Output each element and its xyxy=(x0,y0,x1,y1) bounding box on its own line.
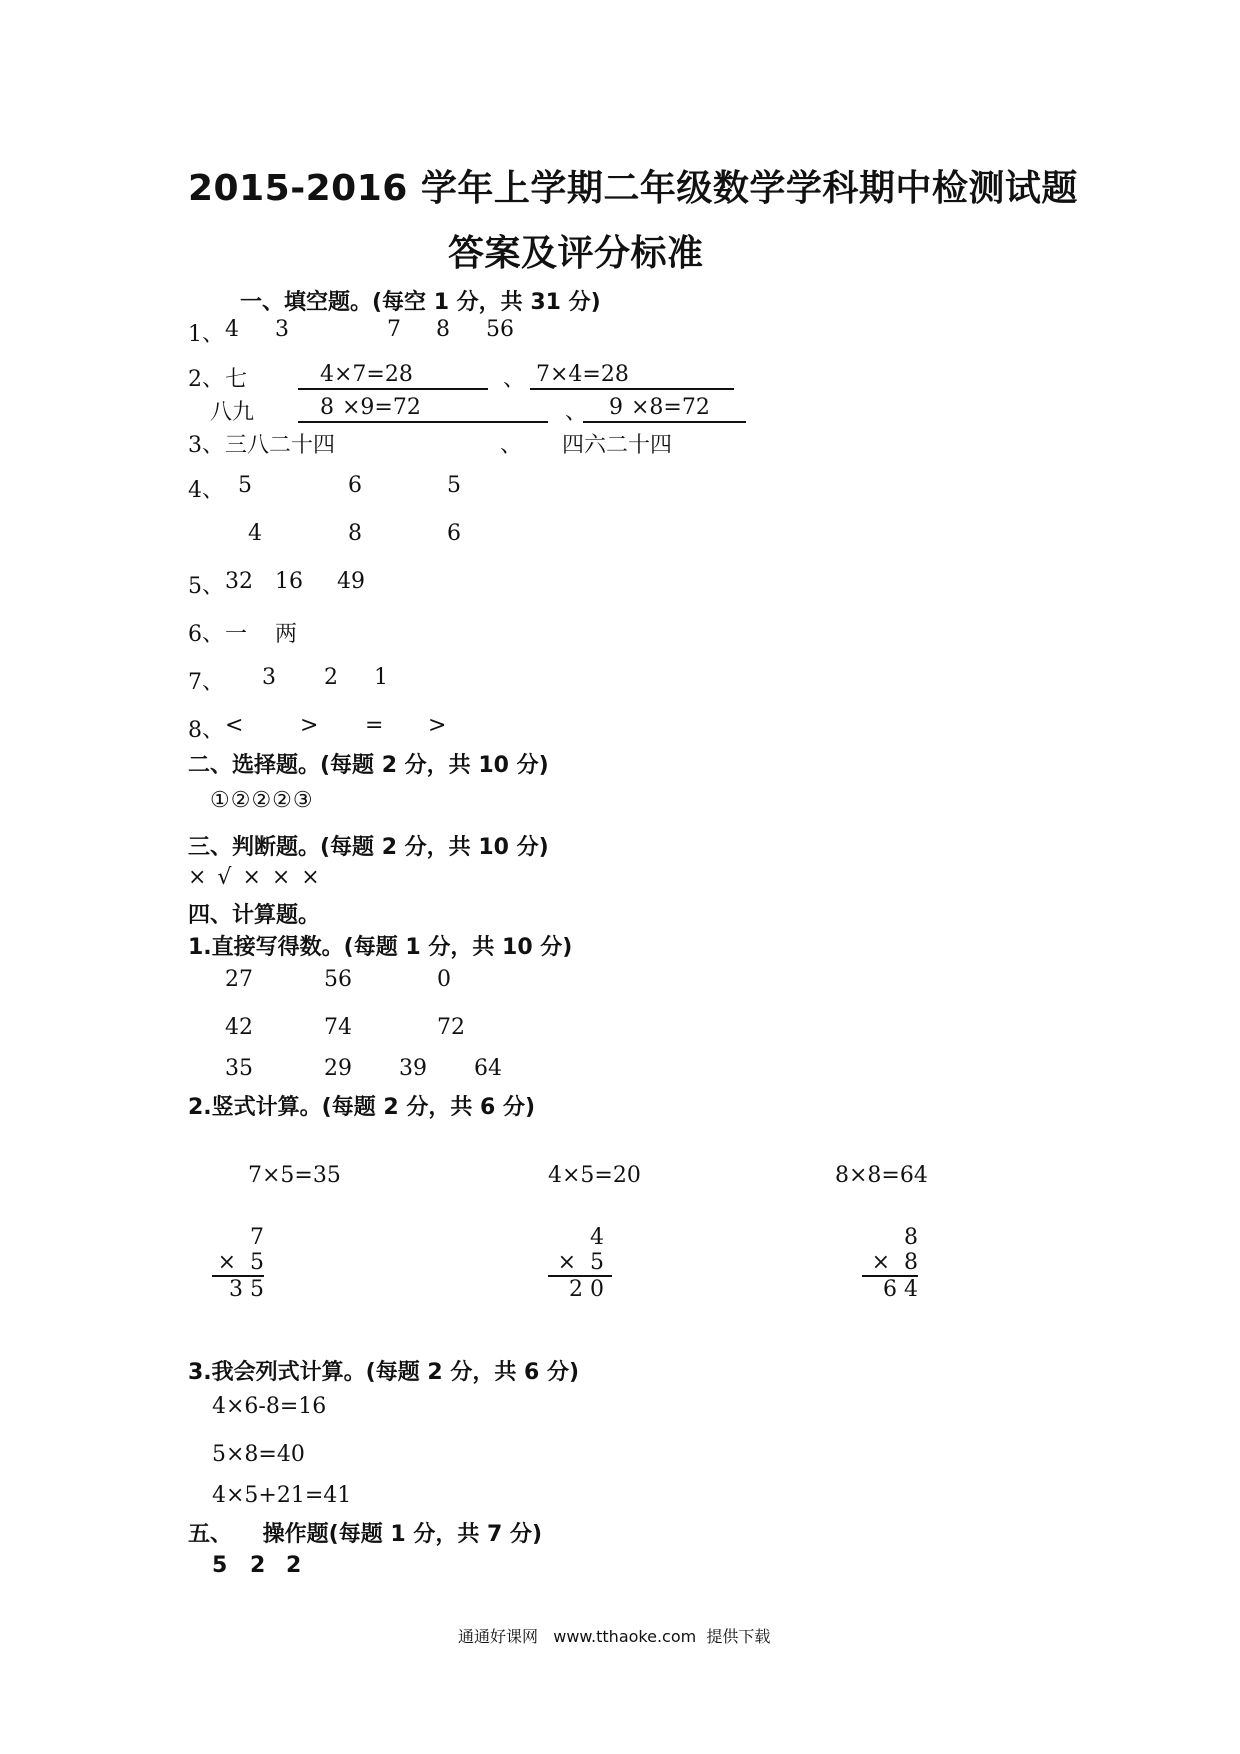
q1-number: 1、 xyxy=(188,322,224,347)
calc-r1-1: 27 xyxy=(225,967,253,992)
q2-row2-c-rest: ×8=72 xyxy=(631,395,710,420)
calc-r3-3: 39 xyxy=(399,1056,427,1081)
q3-answer-b: 四六二十四 xyxy=(562,433,673,458)
vcalc-2-multiplier: × 5 xyxy=(548,1250,612,1277)
vcalc-1-top: 7 xyxy=(250,1225,264,1250)
vcalc-1-equation: 7×5=35 xyxy=(248,1163,341,1188)
section5-answer-1: 5 xyxy=(212,1553,228,1578)
q7-answer-3: 1 xyxy=(374,665,388,690)
section4-part2-heading: 2.竖式计算。(每题 2 分，共 6 分) xyxy=(188,1095,536,1120)
calc-r2-1: 42 xyxy=(225,1015,253,1040)
vcalc-3-multiplier: × 8 xyxy=(862,1250,918,1277)
section1-heading: 一、填空题。(每空 1 分，共 31 分) xyxy=(240,290,601,315)
q2-row1-b-blank xyxy=(298,362,488,390)
q2-row2-sep: 、 xyxy=(565,400,588,425)
q5-answer-1: 32 xyxy=(225,569,253,594)
vcalc-3-top: 8 xyxy=(904,1225,918,1250)
q6-answer-1: 一 xyxy=(225,622,248,647)
q2-number: 2、 xyxy=(188,367,224,392)
list-calc-1: 4×6-8=16 xyxy=(212,1394,327,1419)
q6-answer-2: 两 xyxy=(275,622,298,647)
section5-answer-3: 2 xyxy=(286,1553,302,1578)
footer-text: 通通好课网 www.tthaoke.com 提供下载 xyxy=(458,1627,771,1646)
vcalc-1-multiplier: × 5 xyxy=(212,1250,264,1277)
section3-answers: × √ × × × xyxy=(188,865,322,890)
page-title: 2015-2016 学年上学期二年级数学学科期中检测试题 xyxy=(188,168,1078,209)
q2-row2-c: 9 xyxy=(609,395,623,420)
q5-answer-3: 49 xyxy=(337,569,365,594)
section2-heading: 二、选择题。(每题 2 分，共 10 分) xyxy=(188,753,549,778)
q8-number: 8、 xyxy=(188,718,224,743)
q2-row2-c-blank xyxy=(583,395,746,423)
list-calc-3: 4×5+21=41 xyxy=(212,1483,352,1508)
q1-answer-5: 56 xyxy=(486,317,514,342)
section5-heading: 五、 操作题(每题 1 分，共 7 分) xyxy=(188,1522,542,1547)
vcalc-2 xyxy=(548,1225,612,1302)
section4-part1-heading: 1.直接写得数。(每题 1 分，共 10 分) xyxy=(188,935,573,960)
vcalc-1-result: 3 5 xyxy=(229,1277,264,1302)
section5-answer-2: 2 xyxy=(250,1553,266,1578)
q2-row2-b-blank xyxy=(298,395,548,423)
vcalc-2-equation: 4×5=20 xyxy=(548,1163,641,1188)
q4-r1-3: 5 xyxy=(447,473,461,498)
calc-r3-4: 64 xyxy=(474,1056,502,1081)
page-subtitle: 答案及评分标准 xyxy=(448,233,704,274)
vcalc-1 xyxy=(212,1225,264,1302)
q8-answer-2: > xyxy=(300,713,319,738)
q7-number: 7、 xyxy=(188,670,224,695)
section4-heading: 四、计算题。 xyxy=(188,903,321,928)
q2-row1-sep: 、 xyxy=(503,367,526,392)
q3-sep: 、 xyxy=(500,433,523,458)
list-calc-2: 5×8=40 xyxy=(212,1442,305,1467)
calc-r1-3: 0 xyxy=(437,967,451,992)
q4-number: 4、 xyxy=(188,478,224,503)
section2-answers: ①②②②③ xyxy=(210,788,314,813)
section4-part3-heading: 3.我会列式计算。(每题 2 分，共 6 分) xyxy=(188,1360,580,1385)
q2-row1-b: 4 xyxy=(320,362,334,387)
q1-answer-3: 7 xyxy=(387,317,401,342)
q8-answer-4: > xyxy=(428,713,447,738)
calc-r3-2: 29 xyxy=(324,1056,352,1081)
q5-number: 5、 xyxy=(188,574,224,599)
q2-row1-a: 七 xyxy=(225,367,248,392)
q2-row2-b-rest: ×9=72 xyxy=(342,395,421,420)
q2-row1-b-rest: ×7=28 xyxy=(334,362,413,387)
calc-r2-3: 72 xyxy=(437,1015,465,1040)
q4-r1-2: 6 xyxy=(348,473,362,498)
q1-answer-1: 4 xyxy=(225,317,239,342)
q2-row2-b: 8 xyxy=(320,395,334,420)
vcalc-3-result: 6 4 xyxy=(883,1277,918,1302)
q1-answer-2: 3 xyxy=(275,317,289,342)
q4-r2-3: 6 xyxy=(447,521,461,546)
vcalc-3-equation: 8×8=64 xyxy=(835,1163,928,1188)
q1-answer-4: 8 xyxy=(436,317,450,342)
vcalc-2-top: 4 xyxy=(590,1225,604,1250)
q2-row2-a: 八九 xyxy=(210,400,255,425)
q4-r1-1: 5 xyxy=(238,473,252,498)
q5-answer-2: 16 xyxy=(275,569,303,594)
calc-r2-2: 74 xyxy=(324,1015,352,1040)
q6-number: 6、 xyxy=(188,622,224,647)
calc-r1-2: 56 xyxy=(324,967,352,992)
q3-number: 3、 xyxy=(188,433,224,458)
calc-r3-1: 35 xyxy=(225,1056,253,1081)
q7-answer-1: 3 xyxy=(262,665,276,690)
q8-answer-1: < xyxy=(225,713,244,738)
q2-row1-c-blank xyxy=(530,362,734,390)
q8-answer-3: = xyxy=(365,713,384,738)
q4-r2-1: 4 xyxy=(248,521,262,546)
vcalc-2-result: 2 0 xyxy=(569,1277,604,1302)
vcalc-3 xyxy=(862,1225,918,1302)
section3-heading: 三、判断题。(每题 2 分，共 10 分) xyxy=(188,835,549,860)
q2-row1-c: 7 xyxy=(536,362,550,387)
q2-row1-c-rest: ×4=28 xyxy=(550,362,629,387)
q7-answer-2: 2 xyxy=(324,665,338,690)
q4-r2-2: 8 xyxy=(348,521,362,546)
q3-answer-a: 三八二十四 xyxy=(225,433,336,458)
